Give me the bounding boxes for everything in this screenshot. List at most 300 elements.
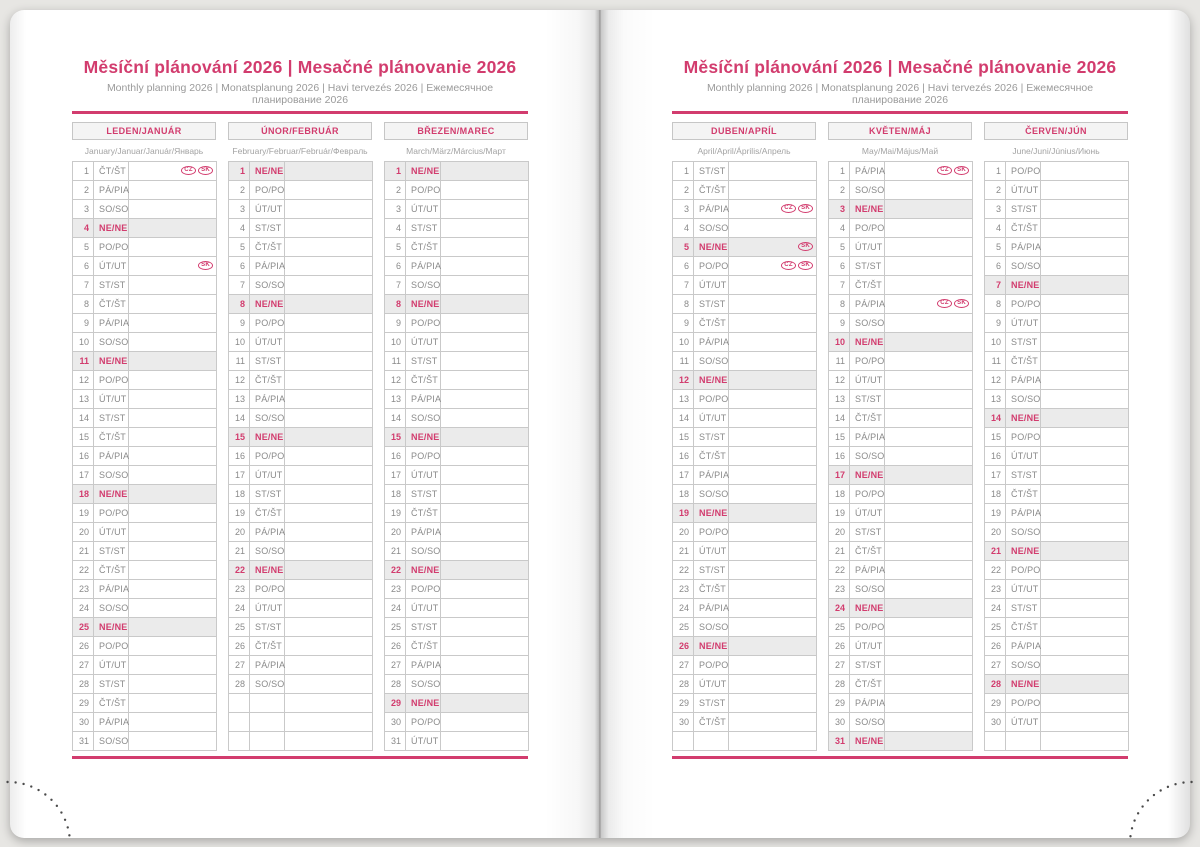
month-subtitle: March/März/Március/Март xyxy=(406,145,506,156)
day-row xyxy=(985,408,1129,427)
notes-cell xyxy=(729,712,817,731)
notes-cell xyxy=(129,275,217,294)
notes-cell xyxy=(285,674,373,693)
holiday-badge-cz: CZ xyxy=(781,261,796,270)
notes-cell xyxy=(1041,256,1129,275)
day-abbrev: NE/NE xyxy=(250,161,285,180)
day-abbrev: ČT/ŠT xyxy=(850,674,885,693)
day-abbrev: ST/ST xyxy=(406,617,441,636)
day-number: 15 xyxy=(985,427,1006,446)
day-number: 31 xyxy=(385,731,406,750)
day-row xyxy=(229,579,373,598)
day-abbrev: ČT/ŠT xyxy=(694,313,729,332)
day-number: 21 xyxy=(385,541,406,560)
day-row xyxy=(385,294,529,313)
day-abbrev: ČT/ŠT xyxy=(94,427,129,446)
day-number: 19 xyxy=(229,503,250,522)
day-abbrev: ST/ST xyxy=(694,427,729,446)
day-row xyxy=(385,427,529,446)
day-number: 13 xyxy=(985,389,1006,408)
month-subtitle: June/Juni/Június/Июнь xyxy=(1012,145,1100,156)
notes-cell xyxy=(129,218,217,237)
notes-cell xyxy=(729,237,817,256)
day-row xyxy=(829,541,973,560)
notes-cell xyxy=(1041,427,1129,446)
day-row xyxy=(985,370,1129,389)
month-header: BŘEZEN/MAREC xyxy=(384,122,528,140)
day-abbrev: PÁ/PIA xyxy=(850,560,885,579)
day-number: 26 xyxy=(985,636,1006,655)
day-row xyxy=(829,237,973,256)
day-row xyxy=(829,351,973,370)
day-row xyxy=(73,446,217,465)
day-abbrev: SO/SO xyxy=(850,313,885,332)
day-number: 22 xyxy=(985,560,1006,579)
notes-cell xyxy=(729,408,817,427)
day-row xyxy=(985,294,1129,313)
day-row xyxy=(73,655,217,674)
day-number: 11 xyxy=(829,351,850,370)
day-row xyxy=(229,560,373,579)
day-number: 21 xyxy=(985,541,1006,560)
day-number: 25 xyxy=(829,617,850,636)
day-abbrev: PO/PO xyxy=(694,389,729,408)
notes-cell xyxy=(1041,579,1129,598)
day-number: 1 xyxy=(985,161,1006,180)
day-abbrev: SO/SO xyxy=(850,446,885,465)
day-row xyxy=(73,256,217,275)
day-abbrev: PO/PO xyxy=(406,579,441,598)
notes-cell xyxy=(1041,313,1129,332)
day-abbrev: SO/SO xyxy=(850,579,885,598)
notes-cell xyxy=(285,503,373,522)
day-abbrev: PO/PO xyxy=(1006,693,1041,712)
day-row xyxy=(385,598,529,617)
notes-cell xyxy=(441,579,529,598)
day-abbrev: ÚT/UT xyxy=(850,636,885,655)
page-subtitle: Monthly planning 2026 | Monatsplanung 2026 | Havi tervezés 2026 | Ежемесячное планирование 2026 xyxy=(706,82,1094,106)
notes-cell xyxy=(885,275,973,294)
notes-cell xyxy=(441,465,529,484)
day-row xyxy=(385,161,529,180)
holiday-badge-sk: SK xyxy=(954,166,969,175)
bottom-rule xyxy=(72,756,528,759)
day-abbrev: PO/PO xyxy=(694,655,729,674)
day-row xyxy=(73,294,217,313)
day-number: 23 xyxy=(229,579,250,598)
day-abbrev: ÚT/UT xyxy=(94,522,129,541)
day-abbrev: ÚT/UT xyxy=(694,541,729,560)
day-abbrev: PÁ/PIA xyxy=(94,579,129,598)
day-abbrev: NE/NE xyxy=(694,503,729,522)
empty-cell xyxy=(285,731,373,750)
notes-cell xyxy=(885,617,973,636)
day-number: 27 xyxy=(73,655,94,674)
day-number: 2 xyxy=(985,180,1006,199)
month-column xyxy=(672,122,816,751)
notes-cell xyxy=(285,332,373,351)
day-row xyxy=(673,256,817,275)
notes-cell xyxy=(285,275,373,294)
day-row xyxy=(985,522,1129,541)
day-abbrev: ÚT/UT xyxy=(850,503,885,522)
day-abbrev: ÚT/UT xyxy=(406,731,441,750)
day-row xyxy=(829,503,973,522)
notes-cell xyxy=(1041,199,1129,218)
day-abbrev: ČT/ŠT xyxy=(406,636,441,655)
day-number: 23 xyxy=(829,579,850,598)
holiday-badges xyxy=(885,295,972,313)
day-row xyxy=(673,294,817,313)
notes-cell xyxy=(441,636,529,655)
notes-cell xyxy=(729,579,817,598)
day-abbrev: PO/PO xyxy=(250,579,285,598)
day-row xyxy=(829,408,973,427)
month-table xyxy=(672,161,817,751)
notes-cell xyxy=(129,199,217,218)
day-abbrev: ÚT/UT xyxy=(250,465,285,484)
month-table xyxy=(72,161,217,751)
day-number: 25 xyxy=(673,617,694,636)
empty-row xyxy=(229,693,373,712)
day-row xyxy=(673,218,817,237)
day-number: 20 xyxy=(229,522,250,541)
empty-cell xyxy=(1006,731,1041,750)
day-number: 1 xyxy=(673,161,694,180)
notes-cell xyxy=(729,218,817,237)
notes-cell xyxy=(285,180,373,199)
day-row xyxy=(673,275,817,294)
notes-cell xyxy=(285,389,373,408)
notes-cell xyxy=(441,427,529,446)
day-number: 8 xyxy=(985,294,1006,313)
day-abbrev: PO/PO xyxy=(406,446,441,465)
day-abbrev: ST/ST xyxy=(94,275,129,294)
day-row xyxy=(385,199,529,218)
notes-cell xyxy=(129,503,217,522)
day-number: 11 xyxy=(73,351,94,370)
day-number: 19 xyxy=(829,503,850,522)
day-row xyxy=(229,427,373,446)
day-number: 10 xyxy=(73,332,94,351)
day-number: 8 xyxy=(229,294,250,313)
day-number: 17 xyxy=(829,465,850,484)
notes-cell xyxy=(129,465,217,484)
day-row xyxy=(229,294,373,313)
day-abbrev: PO/PO xyxy=(1006,427,1041,446)
day-abbrev: NE/NE xyxy=(850,598,885,617)
day-abbrev: SO/SO xyxy=(694,617,729,636)
day-number: 25 xyxy=(985,617,1006,636)
day-abbrev: ČT/ŠT xyxy=(250,237,285,256)
notes-cell xyxy=(1041,408,1129,427)
day-abbrev: ST/ST xyxy=(250,351,285,370)
day-row xyxy=(385,674,529,693)
day-number: 23 xyxy=(73,579,94,598)
day-abbrev: ST/ST xyxy=(250,484,285,503)
day-number: 15 xyxy=(385,427,406,446)
day-row xyxy=(829,180,973,199)
notes-cell xyxy=(729,313,817,332)
day-row xyxy=(229,484,373,503)
holiday-badge-cz: CZ xyxy=(781,204,796,213)
notes-cell xyxy=(441,408,529,427)
day-row xyxy=(385,503,529,522)
day-row xyxy=(673,617,817,636)
day-row xyxy=(385,332,529,351)
notes-cell xyxy=(129,332,217,351)
notes-cell xyxy=(1041,446,1129,465)
notes-cell xyxy=(285,579,373,598)
empty-cell xyxy=(229,693,250,712)
notes-cell xyxy=(885,579,973,598)
day-number: 9 xyxy=(673,313,694,332)
day-row xyxy=(985,427,1129,446)
day-number: 29 xyxy=(829,693,850,712)
day-row xyxy=(985,256,1129,275)
day-number: 3 xyxy=(985,199,1006,218)
notes-cell xyxy=(885,180,973,199)
day-row xyxy=(229,218,373,237)
day-number: 15 xyxy=(829,427,850,446)
day-row xyxy=(673,712,817,731)
notes-cell xyxy=(441,712,529,731)
day-number: 2 xyxy=(829,180,850,199)
day-number: 22 xyxy=(673,560,694,579)
day-abbrev: ÚT/UT xyxy=(1006,446,1041,465)
day-number: 14 xyxy=(73,408,94,427)
day-row xyxy=(229,541,373,560)
day-row xyxy=(829,218,973,237)
month-header: LEDEN/JANUÁR xyxy=(72,122,216,140)
notes-cell xyxy=(729,161,817,180)
day-number: 20 xyxy=(73,522,94,541)
empty-cell xyxy=(229,731,250,750)
notes-cell xyxy=(285,351,373,370)
day-abbrev: PÁ/PIA xyxy=(94,180,129,199)
day-abbrev: ÚT/UT xyxy=(850,370,885,389)
day-number: 5 xyxy=(73,237,94,256)
day-abbrev: SO/SO xyxy=(94,731,129,750)
day-abbrev: SO/SO xyxy=(250,674,285,693)
notes-cell xyxy=(441,541,529,560)
day-row xyxy=(73,560,217,579)
day-abbrev: ÚT/UT xyxy=(94,256,129,275)
day-row xyxy=(829,579,973,598)
day-row xyxy=(229,636,373,655)
day-number: 7 xyxy=(673,275,694,294)
notes-cell xyxy=(885,465,973,484)
day-number: 17 xyxy=(229,465,250,484)
day-number: 10 xyxy=(385,332,406,351)
notes-cell xyxy=(885,351,973,370)
day-number: 24 xyxy=(673,598,694,617)
day-abbrev: PÁ/PIA xyxy=(694,465,729,484)
day-row xyxy=(673,636,817,655)
page-title: Měsíční plánování 2026 | Mesačné plánovanie 2026 xyxy=(83,57,517,77)
day-row xyxy=(673,465,817,484)
day-abbrev: PO/PO xyxy=(250,313,285,332)
day-abbrev: ÚT/UT xyxy=(694,408,729,427)
day-number: 30 xyxy=(829,712,850,731)
empty-row xyxy=(229,731,373,750)
day-number: 20 xyxy=(673,522,694,541)
day-abbrev: PÁ/PIA xyxy=(1006,237,1041,256)
day-row xyxy=(385,522,529,541)
day-number: 30 xyxy=(73,712,94,731)
day-row xyxy=(73,180,217,199)
page-subtitle: Monthly planning 2026 | Monatsplanung 2026 | Havi tervezés 2026 | Ежемесячное планирование 2026 xyxy=(106,82,494,106)
day-row xyxy=(229,370,373,389)
notes-cell xyxy=(1041,180,1129,199)
day-abbrev: ST/ST xyxy=(250,617,285,636)
notes-cell xyxy=(1041,636,1129,655)
day-abbrev: ČT/ŠT xyxy=(694,579,729,598)
day-abbrev: ČT/ŠT xyxy=(94,161,129,180)
notes-cell xyxy=(129,313,217,332)
day-abbrev: NE/NE xyxy=(1006,408,1041,427)
day-abbrev: ČT/ŠT xyxy=(94,294,129,313)
notes-cell xyxy=(129,522,217,541)
day-abbrev: SO/SO xyxy=(250,408,285,427)
notes-cell xyxy=(885,237,973,256)
diary-spread xyxy=(10,10,1190,838)
day-abbrev: ČT/ŠT xyxy=(406,503,441,522)
day-row xyxy=(673,560,817,579)
notes-cell xyxy=(729,598,817,617)
day-abbrev: SO/SO xyxy=(406,275,441,294)
notes-cell xyxy=(1041,351,1129,370)
day-number: 12 xyxy=(829,370,850,389)
day-number: 14 xyxy=(385,408,406,427)
notes-cell xyxy=(285,598,373,617)
day-number: 28 xyxy=(229,674,250,693)
day-abbrev: PO/PO xyxy=(94,370,129,389)
day-number: 28 xyxy=(673,674,694,693)
day-number: 24 xyxy=(985,598,1006,617)
day-abbrev: ČT/ŠT xyxy=(406,237,441,256)
day-number: 26 xyxy=(385,636,406,655)
notes-cell xyxy=(129,180,217,199)
day-number: 14 xyxy=(673,408,694,427)
day-row xyxy=(829,731,973,750)
day-number: 27 xyxy=(229,655,250,674)
day-number: 14 xyxy=(985,408,1006,427)
notes-cell xyxy=(1041,503,1129,522)
day-abbrev: ČT/ŠT xyxy=(694,180,729,199)
day-number: 28 xyxy=(385,674,406,693)
day-abbrev: ST/ST xyxy=(406,218,441,237)
day-number: 4 xyxy=(985,218,1006,237)
day-number: 11 xyxy=(673,351,694,370)
day-number: 7 xyxy=(829,275,850,294)
day-row xyxy=(73,370,217,389)
day-abbrev: ÚT/UT xyxy=(250,598,285,617)
notes-cell xyxy=(729,256,817,275)
day-number: 21 xyxy=(829,541,850,560)
month-column xyxy=(984,122,1128,751)
day-abbrev: ČT/ŠT xyxy=(694,712,729,731)
title-rule xyxy=(672,111,1128,114)
day-abbrev: PÁ/PIA xyxy=(94,313,129,332)
day-number: 2 xyxy=(673,180,694,199)
day-abbrev: PO/PO xyxy=(694,256,729,275)
day-abbrev: ST/ST xyxy=(1006,332,1041,351)
day-row xyxy=(673,351,817,370)
day-abbrev: NE/NE xyxy=(1006,674,1041,693)
day-abbrev: NE/NE xyxy=(406,161,441,180)
day-abbrev: PÁ/PIA xyxy=(1006,370,1041,389)
day-number: 9 xyxy=(985,313,1006,332)
day-abbrev: ČT/ŠT xyxy=(694,446,729,465)
day-number: 28 xyxy=(829,674,850,693)
month-subtitle: May/Mai/Május/Май xyxy=(861,145,939,156)
day-row xyxy=(229,199,373,218)
notes-cell xyxy=(1041,275,1129,294)
notes-cell xyxy=(129,674,217,693)
day-number: 15 xyxy=(673,427,694,446)
notes-cell xyxy=(1041,541,1129,560)
day-number: 7 xyxy=(985,275,1006,294)
notes-cell xyxy=(129,351,217,370)
page-edge-shading-left xyxy=(10,10,26,838)
day-abbrev: ST/ST xyxy=(94,408,129,427)
day-row xyxy=(829,199,973,218)
day-row xyxy=(229,161,373,180)
day-row xyxy=(385,579,529,598)
day-number: 8 xyxy=(73,294,94,313)
holiday-badges xyxy=(729,257,816,275)
notes-cell xyxy=(129,408,217,427)
day-abbrev: NE/NE xyxy=(850,465,885,484)
day-abbrev: ST/ST xyxy=(1006,465,1041,484)
day-number: 1 xyxy=(229,161,250,180)
notes-cell xyxy=(441,389,529,408)
day-row xyxy=(985,446,1129,465)
notes-cell xyxy=(129,693,217,712)
day-abbrev: SO/SO xyxy=(94,465,129,484)
day-number: 18 xyxy=(673,484,694,503)
notes-cell xyxy=(729,465,817,484)
holiday-badges xyxy=(729,238,816,256)
day-number: 20 xyxy=(829,522,850,541)
day-number: 29 xyxy=(985,693,1006,712)
notes-cell xyxy=(129,617,217,636)
day-number: 3 xyxy=(229,199,250,218)
day-number: 5 xyxy=(229,237,250,256)
day-row xyxy=(673,161,817,180)
day-number: 19 xyxy=(385,503,406,522)
day-abbrev: PÁ/PIA xyxy=(694,598,729,617)
month-table xyxy=(984,161,1129,751)
day-number: 26 xyxy=(73,636,94,655)
day-row xyxy=(829,617,973,636)
day-number: 31 xyxy=(73,731,94,750)
day-abbrev: ST/ST xyxy=(850,389,885,408)
day-abbrev: PO/PO xyxy=(850,617,885,636)
day-row xyxy=(385,351,529,370)
day-row xyxy=(229,180,373,199)
day-row xyxy=(673,446,817,465)
empty-cell xyxy=(250,693,285,712)
notes-cell xyxy=(441,693,529,712)
day-number: 26 xyxy=(229,636,250,655)
notes-cell xyxy=(285,560,373,579)
day-row xyxy=(229,332,373,351)
day-row xyxy=(229,446,373,465)
spine-gutter-shadow xyxy=(545,10,655,838)
notes-cell xyxy=(729,351,817,370)
